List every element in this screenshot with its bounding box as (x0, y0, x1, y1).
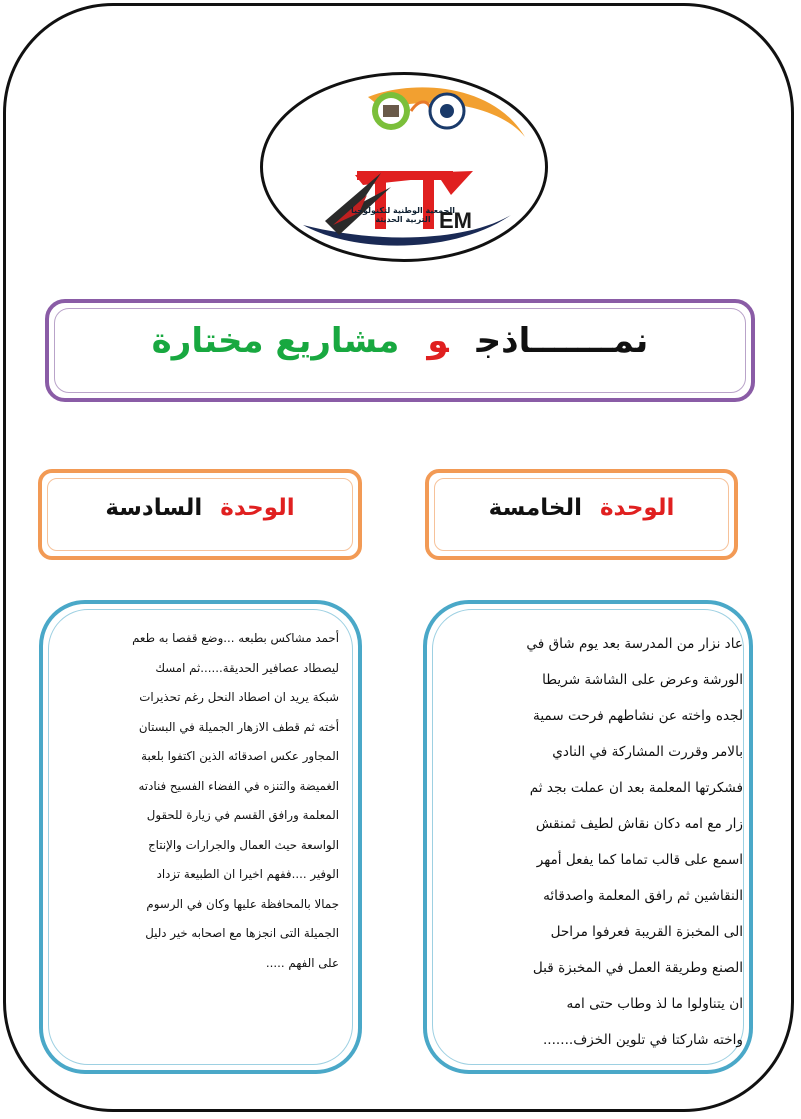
story-line: لجده واخته عن نشاطهم فرحت سمية (533, 708, 743, 724)
story-line: النقاشين ثم رافق المعلمة واصدقائه (543, 888, 743, 904)
story-line: بالامر وقررت المشاركة في النادي (552, 744, 743, 760)
title-conjunction: و (427, 321, 449, 361)
unit-name: الخامسة (488, 495, 582, 521)
story-box-fifth (423, 600, 753, 1074)
story-line: الوفير ....ففهم اخيرا ان الطبيعة تزداد (156, 867, 339, 881)
title-part2: مشاريع مختارة (151, 321, 400, 361)
unit-header-fifth (425, 469, 738, 560)
story-line: اسمع على قالب تماما كما يفعل أمهر (536, 852, 743, 868)
story-line: المعلمة ورافق القسم في زيارة للحقول (146, 808, 339, 822)
story-line: ان يتناولوا ما لذ وطاب حتى امه (566, 996, 743, 1012)
story-line: الى المخبزة القريبة فعرفوا مراحل (550, 924, 743, 940)
unit-name: السادسة (105, 495, 203, 521)
story-line: فشكرتها المعلمة بعد ان عملت بجد ثم (529, 780, 743, 796)
unit-word: الوحدة (599, 495, 675, 521)
story-line: الورشة وعرض على الشاشة شريطا (542, 672, 743, 688)
title-part1: نمـــــــاذج (476, 321, 649, 361)
unit-header-fifth-text (429, 495, 734, 521)
story-line: أخته ثم قطف الازهار الجميلة في البستان (138, 719, 339, 734)
story-line: أحمد مشاكس بطبعه ...وضع قفصا به طعم (132, 631, 339, 645)
page-title (49, 321, 751, 361)
story-line: عاد نزار من المدرسة بعد يوم شاق في (526, 636, 743, 652)
story-line: ليصطاد عصافير الحديقة......ثم امسك (155, 660, 339, 675)
story-text-fifth (463, 626, 743, 1058)
logo-em-letters: EM (439, 208, 472, 233)
unit-header-sixth-text (42, 495, 358, 521)
title-banner (45, 299, 755, 402)
unit-word: الوحدة (220, 495, 295, 521)
story-line: على الفهم ..... (265, 955, 339, 970)
story-line: واخته شاركتا في تلوين الخزف....... (542, 1032, 743, 1048)
story-box-sixth (39, 600, 362, 1074)
story-line: الصنع وطريقة العمل في المخبزة قبل (532, 960, 743, 976)
story-line: شبكة يريد ان اصطاد النحل رغم تحذيرات (139, 690, 339, 704)
story-line: الواسعة حيث العمال والجرارات والإنتاج (148, 837, 339, 852)
logo-arabic-text: الجمعية الوطنية لتكنولوجيا التربية الحديثة (350, 206, 455, 224)
unit-header-sixth (38, 469, 362, 560)
story-line: جمالا بالمحافظة عليها وكان في الرسوم (146, 896, 339, 911)
story-line: الغميضة والتنزه في الفضاء الفسيح فنادته (138, 778, 339, 793)
association-logo (260, 72, 548, 262)
story-line: زار مع امه دكان نقاش لطيف ثمنقش (535, 816, 743, 832)
story-text-sixth (67, 624, 339, 978)
story-line: المجاور عكس اصدقائه الذين اكتفوا بلعبة (141, 749, 339, 763)
story-line: الجميلة التى انجزها مع اصحابه خير دليل (145, 926, 339, 940)
